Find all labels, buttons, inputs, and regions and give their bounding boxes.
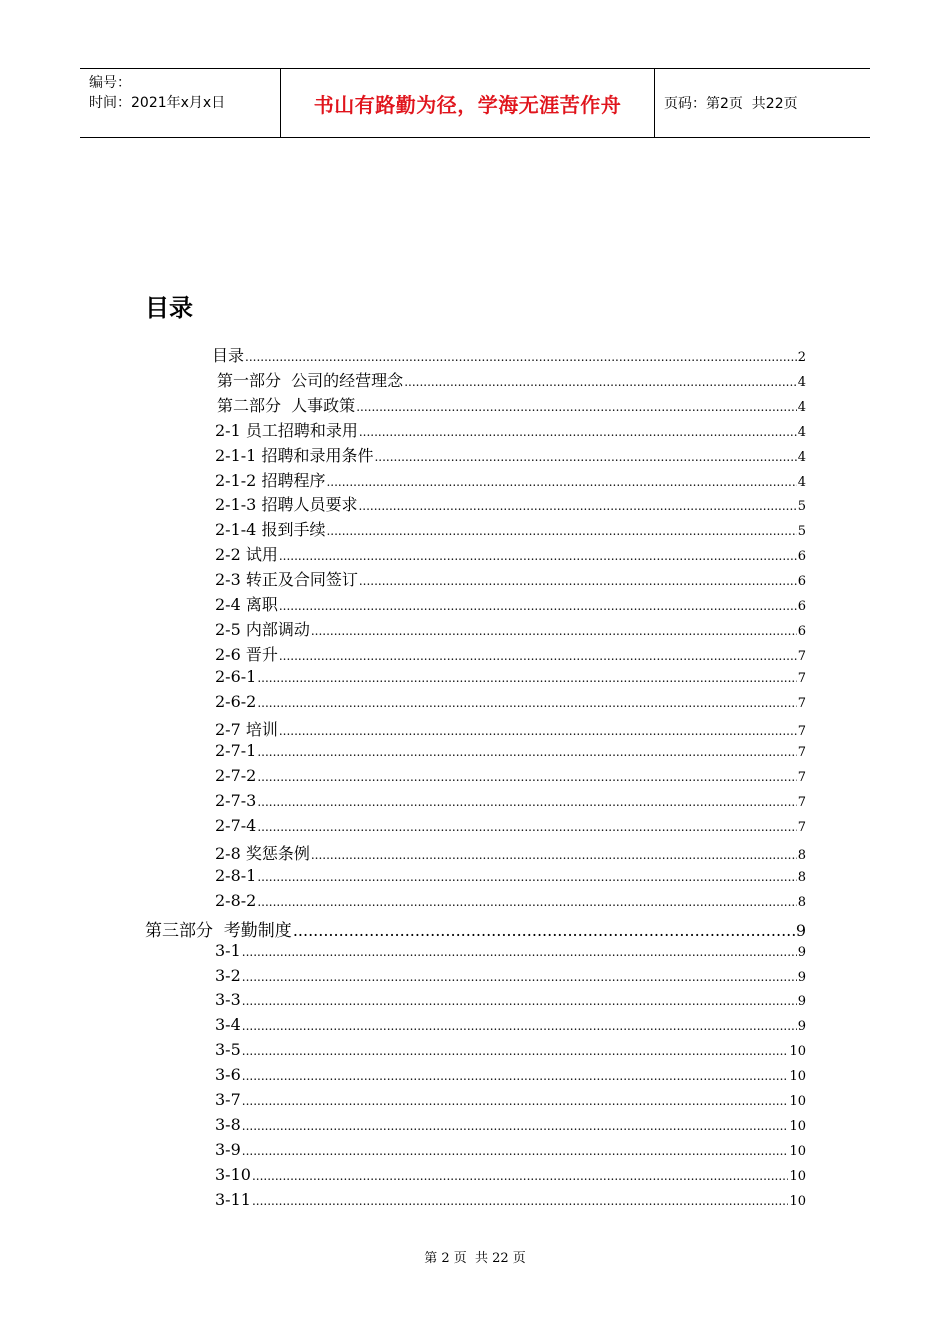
toc-entry[interactable]	[215, 990, 806, 1015]
toc-leader-dots	[242, 1019, 797, 1033]
toc-entry-label: 2-7-2	[215, 766, 257, 786]
toc-entry[interactable]	[215, 592, 806, 617]
toc-heading: 目录	[145, 294, 193, 322]
toc-entry-page: 9	[795, 920, 806, 940]
toc-entry[interactable]	[215, 741, 806, 766]
toc-entry-page: 10	[789, 1143, 806, 1159]
toc-entry-page: 6	[797, 599, 806, 614]
toc-entry-label: 2-7-1	[215, 741, 257, 761]
toc-entry[interactable]	[215, 642, 806, 667]
toc-entry-page: 8	[797, 848, 806, 863]
toc-entry-page: 8	[797, 869, 806, 885]
toc-entry-page: 9	[797, 994, 806, 1010]
toc-entry-label: 3-1	[215, 940, 241, 960]
toc-entry-label: 2-7-3	[215, 791, 257, 811]
toc-entry-page: 7	[797, 695, 806, 711]
toc-entry-label: 3-2	[215, 965, 241, 985]
toc-entry[interactable]	[215, 941, 806, 966]
toc-entry-page: 9	[797, 1019, 806, 1035]
toc-entry-page: 10	[789, 1044, 806, 1060]
toc-entry-label: 第二部分 人事政策	[217, 395, 356, 415]
toc-leader-dots	[359, 574, 797, 588]
toc-leader-dots	[242, 1094, 789, 1108]
toc-entry-page: 10	[789, 1168, 806, 1184]
toc-leader-dots	[252, 1169, 789, 1183]
toc-leader-dots	[242, 994, 797, 1008]
toc-entry-page: 7	[797, 723, 806, 739]
toc-leader-dots	[359, 425, 797, 439]
toc-entry-label: 2-5 内部调动	[215, 619, 310, 639]
toc-entry[interactable]	[215, 1015, 806, 1040]
toc-leader-dots	[326, 524, 796, 538]
toc-entry[interactable]	[215, 468, 806, 493]
toc-entry[interactable]	[217, 393, 806, 418]
toc-entry-page: 4	[797, 399, 806, 415]
toc-leader-dots	[257, 770, 796, 784]
toc-leader-dots	[404, 375, 797, 389]
toc-entry-label: 2-7 培训	[215, 719, 278, 739]
toc-entry[interactable]	[215, 1140, 806, 1165]
toc-entry-label: 3-4	[215, 1015, 241, 1035]
toc-entry-label: 3-10	[215, 1164, 251, 1184]
toc-entry[interactable]	[215, 692, 806, 717]
header-meta	[80, 69, 281, 137]
toc-entry-label: 3-11	[215, 1189, 251, 1209]
document-number-label: 编号：	[89, 75, 131, 91]
toc-entry-page: 6	[797, 549, 806, 565]
toc-entry-label: 2-6-1	[215, 666, 257, 686]
toc-entry-page: 9	[797, 969, 806, 985]
header-motto: 书山有路勤为径，学海无涯苦作舟	[281, 69, 655, 137]
toc-leader-dots	[279, 649, 797, 663]
toc-entry-page: 2	[797, 350, 806, 365]
toc-entry-label: 3-3	[215, 990, 241, 1010]
toc-entry-page: 10	[789, 1193, 806, 1209]
toc-leader-dots	[279, 724, 797, 738]
toc-entry-label: 2-1-1 招聘和录用条件	[215, 445, 374, 465]
page-header	[80, 68, 870, 138]
toc-entry-page: 5	[797, 524, 806, 540]
toc-entry[interactable]	[215, 841, 806, 866]
toc-leader-dots	[257, 870, 796, 884]
toc-entry-page: 10	[789, 1069, 806, 1085]
header-page-info-text: 页码：第2页 共22页	[664, 96, 798, 112]
toc-entry-page: 7	[797, 820, 806, 836]
toc-leader-dots	[257, 696, 796, 710]
toc-entry-label: 2-1-2 招聘程序	[215, 470, 326, 490]
toc-leader-dots	[257, 745, 796, 759]
toc-entry-label: 2-7-4	[215, 816, 257, 836]
toc-leader-dots	[326, 475, 796, 489]
toc-entry[interactable]	[215, 1065, 806, 1090]
toc-leader-dots	[293, 921, 795, 940]
toc-entry-label: 3-7	[215, 1090, 241, 1109]
toc-entry[interactable]	[215, 766, 806, 791]
toc-entry-label: 2-8-1	[215, 865, 257, 885]
toc-entry-label: 2-2 试用	[215, 545, 278, 565]
toc-entry-label: 2-1-4 报到手续	[215, 520, 326, 540]
toc-entry[interactable]	[215, 617, 806, 642]
toc-leader-dots	[242, 970, 797, 984]
toc-entry[interactable]	[215, 816, 806, 841]
toc-entry[interactable]	[215, 1040, 806, 1065]
document-date: 时间：2021年x月x日	[89, 95, 226, 111]
toc-leader-dots	[242, 1144, 789, 1158]
toc-entry[interactable]	[215, 891, 806, 916]
toc-entry[interactable]	[215, 1165, 806, 1190]
page-footer: 第 2 页 共 22 页	[424, 1251, 526, 1266]
toc-entry[interactable]	[215, 791, 806, 816]
toc-leader-dots	[358, 499, 796, 513]
toc-entry-page: 7	[797, 795, 806, 811]
toc-entry-label: 3-8	[215, 1114, 241, 1134]
toc-entry-page: 4	[797, 474, 806, 490]
toc-leader-dots	[242, 1069, 789, 1083]
toc-entry-label: 2-1 员工招聘和录用	[215, 420, 358, 440]
toc-entry[interactable]	[217, 368, 806, 393]
toc-leader-dots	[257, 671, 796, 685]
toc-leader-dots	[252, 1194, 789, 1208]
toc-entry-page: 7	[797, 770, 806, 786]
header-page-info	[655, 69, 870, 137]
toc-entry-label: 2-6-2	[215, 691, 257, 711]
toc-entry-page: 10	[789, 1094, 806, 1109]
toc-entry-page: 4	[797, 424, 806, 440]
toc-entry-label: 2-3 转正及合同签订	[215, 570, 358, 590]
toc-entry[interactable]	[215, 517, 806, 542]
toc-leader-dots	[279, 599, 797, 613]
toc-entry[interactable]	[215, 866, 806, 891]
toc-leader-dots	[279, 549, 797, 563]
toc-leader-dots	[257, 820, 796, 834]
toc-leader-dots	[242, 1044, 789, 1058]
toc-leader-dots	[311, 624, 797, 638]
toc-entry-page: 4	[797, 374, 806, 390]
toc-leader-dots	[374, 450, 796, 464]
toc-entry-label: 2-1-3 招聘人员要求	[215, 495, 358, 515]
toc-entry[interactable]	[215, 492, 806, 517]
toc-entry-label: 2-4 离职	[215, 595, 278, 614]
toc-entry[interactable]	[215, 667, 806, 692]
toc-entry[interactable]	[215, 567, 806, 592]
toc-entry-label: 2-8 奖惩条例	[215, 844, 310, 863]
toc-entry-label: 第三部分 考勤制度	[145, 920, 292, 941]
toc-entry-label: 3-9	[215, 1139, 241, 1159]
toc-leader-dots	[242, 945, 797, 959]
toc-entry-label: 2-6 晋升	[215, 644, 278, 664]
toc-entry-page: 5	[797, 499, 806, 515]
toc-entry-page: 6	[797, 623, 806, 639]
toc-entry-page: 7	[797, 745, 806, 761]
toc-entry-label: 第一部分 公司的经营理念	[217, 370, 404, 390]
toc-entry-page: 9	[797, 944, 806, 960]
toc-leader-dots	[242, 1119, 789, 1133]
toc-entry[interactable]	[215, 443, 806, 468]
toc-entry[interactable]	[215, 1090, 806, 1115]
toc-entry[interactable]	[215, 418, 806, 443]
toc-entry-label: 目录	[212, 346, 245, 365]
toc-entry-page: 4	[797, 449, 806, 465]
toc-entry-page: 10	[789, 1118, 806, 1134]
toc-entry[interactable]	[212, 343, 806, 368]
toc-leader-dots	[356, 400, 797, 414]
toc-entry[interactable]	[215, 717, 806, 742]
toc-entry-page: 6	[797, 574, 806, 590]
toc-leader-dots	[257, 795, 796, 809]
toc-entry[interactable]	[215, 542, 806, 567]
toc-entry-label: 3-6	[215, 1065, 241, 1085]
toc-entry-label: 3-5	[215, 1040, 241, 1060]
toc-entry-page: 8	[797, 894, 806, 910]
toc-leader-dots	[257, 895, 796, 909]
toc-entry[interactable]	[215, 1115, 806, 1140]
toc-entry-page: 7	[797, 648, 806, 664]
toc-entry[interactable]	[145, 916, 806, 941]
toc-leader-dots	[245, 350, 797, 364]
toc-leader-dots	[311, 848, 797, 862]
toc-entry-label: 2-8-2	[215, 890, 257, 910]
toc-entry[interactable]	[215, 966, 806, 991]
toc-entry[interactable]	[215, 1190, 806, 1215]
toc-entry-page: 7	[797, 670, 806, 686]
